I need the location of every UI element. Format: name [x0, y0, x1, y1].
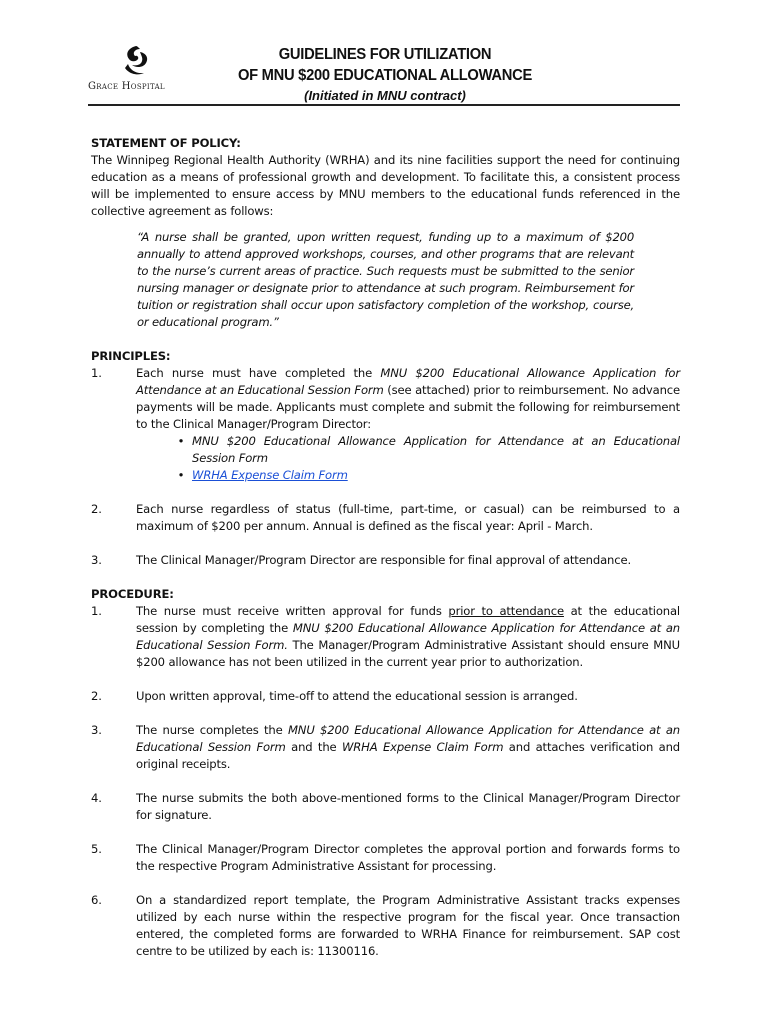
- document-title: [200, 44, 570, 105]
- text-run: (see attached) prior to reimbursement. No advance payments will be made. Applicants must complete and submit the following for reimbursement to the Clinical Manager/Program Director:: [136, 383, 681, 431]
- item-text: The nurse submits the both above-mentioned forms to the Clinical Manager/Program Director for signature.: [136, 791, 680, 822]
- principles-heading: PRINCIPLES:: [91, 349, 171, 363]
- item-number: 3.: [91, 553, 102, 567]
- form-name: MNU $200 Educational Allowance Application for Attendance at an Educational Session Form: [136, 366, 680, 397]
- text-run: The nurse must receive written approval for funds: [136, 604, 449, 618]
- text-run: at the educational session by completing the: [136, 604, 680, 635]
- bullet-icon: •: [177, 468, 185, 482]
- procedure-section: [91, 586, 680, 960]
- principle-item: [91, 365, 680, 484]
- procedure-heading: PROCEDURE:: [91, 587, 174, 601]
- principles-section: [91, 348, 680, 569]
- list-item: [136, 433, 680, 467]
- item-number: 3.: [91, 723, 102, 737]
- policy-section: [91, 135, 680, 331]
- hospital-logo: [88, 44, 188, 98]
- item-number: 1.: [91, 604, 102, 618]
- item-text: [136, 603, 680, 671]
- policy-heading: STATEMENT OF POLICY:: [91, 136, 241, 150]
- item-text: The Clinical Manager/Program Director completes the approval portion and forwards forms to the respective Program Administrative Assistant for processing.: [136, 842, 680, 873]
- text-run: and the: [285, 740, 342, 754]
- form-name: MNU $200 Educational Allowance Application for Attendance at an Educational Session Form: [192, 434, 680, 465]
- text-run: Each nurse must have completed the: [136, 366, 381, 380]
- required-forms-list: [136, 433, 680, 484]
- principle-item: [91, 552, 680, 569]
- policy-text: The Winnipeg Regional Health Authority (WRHA) and its nine facilities support the need for continuing education as a means of professional growth and development. To facilitate this, a consistent process will be implemented to ensure access by MNU members to the educational funds referenced in the collective agreement as follows:: [91, 153, 680, 218]
- item-text: Upon written approval, time-off to attend the educational session is arranged.: [136, 689, 578, 703]
- bullet-icon: •: [177, 434, 185, 448]
- form-name: MNU $200 Educational Allowance Application for Attendance at an Educational Session Form.: [136, 621, 680, 652]
- procedure-item: [91, 688, 680, 705]
- item-number: 2.: [91, 502, 102, 516]
- item-text: [136, 722, 680, 773]
- logo-wordmark: Grace Hospital: [88, 81, 165, 92]
- document-body: [91, 135, 680, 960]
- item-number: 4.: [91, 791, 102, 805]
- form-name: MNU $200 Educational Allowance Application for Attendance at an Educational Session Form: [136, 723, 680, 754]
- item-number: 6.: [91, 893, 102, 907]
- procedure-item: [91, 603, 680, 671]
- procedure-item: [91, 722, 680, 773]
- emphasis-underlined: prior to attendance: [448, 604, 564, 618]
- item-number: 2.: [91, 689, 102, 703]
- policy-quote: “A nurse shall be granted, upon written request, funding up to a maximum of $200 annually to attend approved workshops, courses, and other programs that are relevant to the nurse’s current areas of practice. Such requests must be submitted to the senior nursing manager or designate prior to attendance at such program. Reimbursement for tuition or registration shall occur upon satisfactory completion of the workshop, course, or educational program.”: [137, 230, 634, 329]
- item-text: The Clinical Manager/Program Director are responsible for final approval of attendance.: [136, 553, 631, 567]
- dove-logo-icon: [118, 44, 154, 78]
- title-line-1: GUIDELINES FOR UTILIZATION: [278, 46, 492, 63]
- list-item: [136, 467, 680, 484]
- title-line-2: OF MNU $200 EDUCATIONAL ALLOWANCE: [237, 67, 533, 84]
- item-number: 5.: [91, 842, 102, 856]
- procedure-item: [91, 892, 680, 960]
- text-run: The Manager/Program Administrative Assistant should ensure MNU $200 allowance has not been utilized in the current year prior to authorization.: [136, 638, 680, 669]
- header-divider: [88, 104, 680, 106]
- principle-item: [91, 501, 680, 535]
- title-subtitle: (Initiated in MNU contract): [304, 88, 466, 103]
- text-run: and attaches verification and original receipts.: [136, 740, 681, 771]
- procedure-item: [91, 790, 680, 824]
- item-number: 1.: [91, 366, 102, 380]
- text-run: The nurse completes the: [136, 723, 288, 737]
- item-text: Each nurse regardless of status (full-time, part-time, or casual) can be reimbursed to a maximum of $200 per annum. Annual is defined as the fiscal year: April - March.: [136, 502, 680, 533]
- procedure-item: [91, 841, 680, 875]
- item-text: On a standardized report template, the Program Administrative Assistant tracks expenses utilized by each nurse within the respective program for the fiscal year. Once transaction entered, the completed forms are forwarded to WRHA Finance for reimbursement. SAP cost centre to be utilized by each is: 11300116.: [136, 893, 680, 958]
- expense-claim-form-link[interactable]: WRHA Expense Claim Form: [192, 468, 348, 482]
- form-name: WRHA Expense Claim Form: [341, 740, 504, 754]
- item-text: [136, 365, 680, 484]
